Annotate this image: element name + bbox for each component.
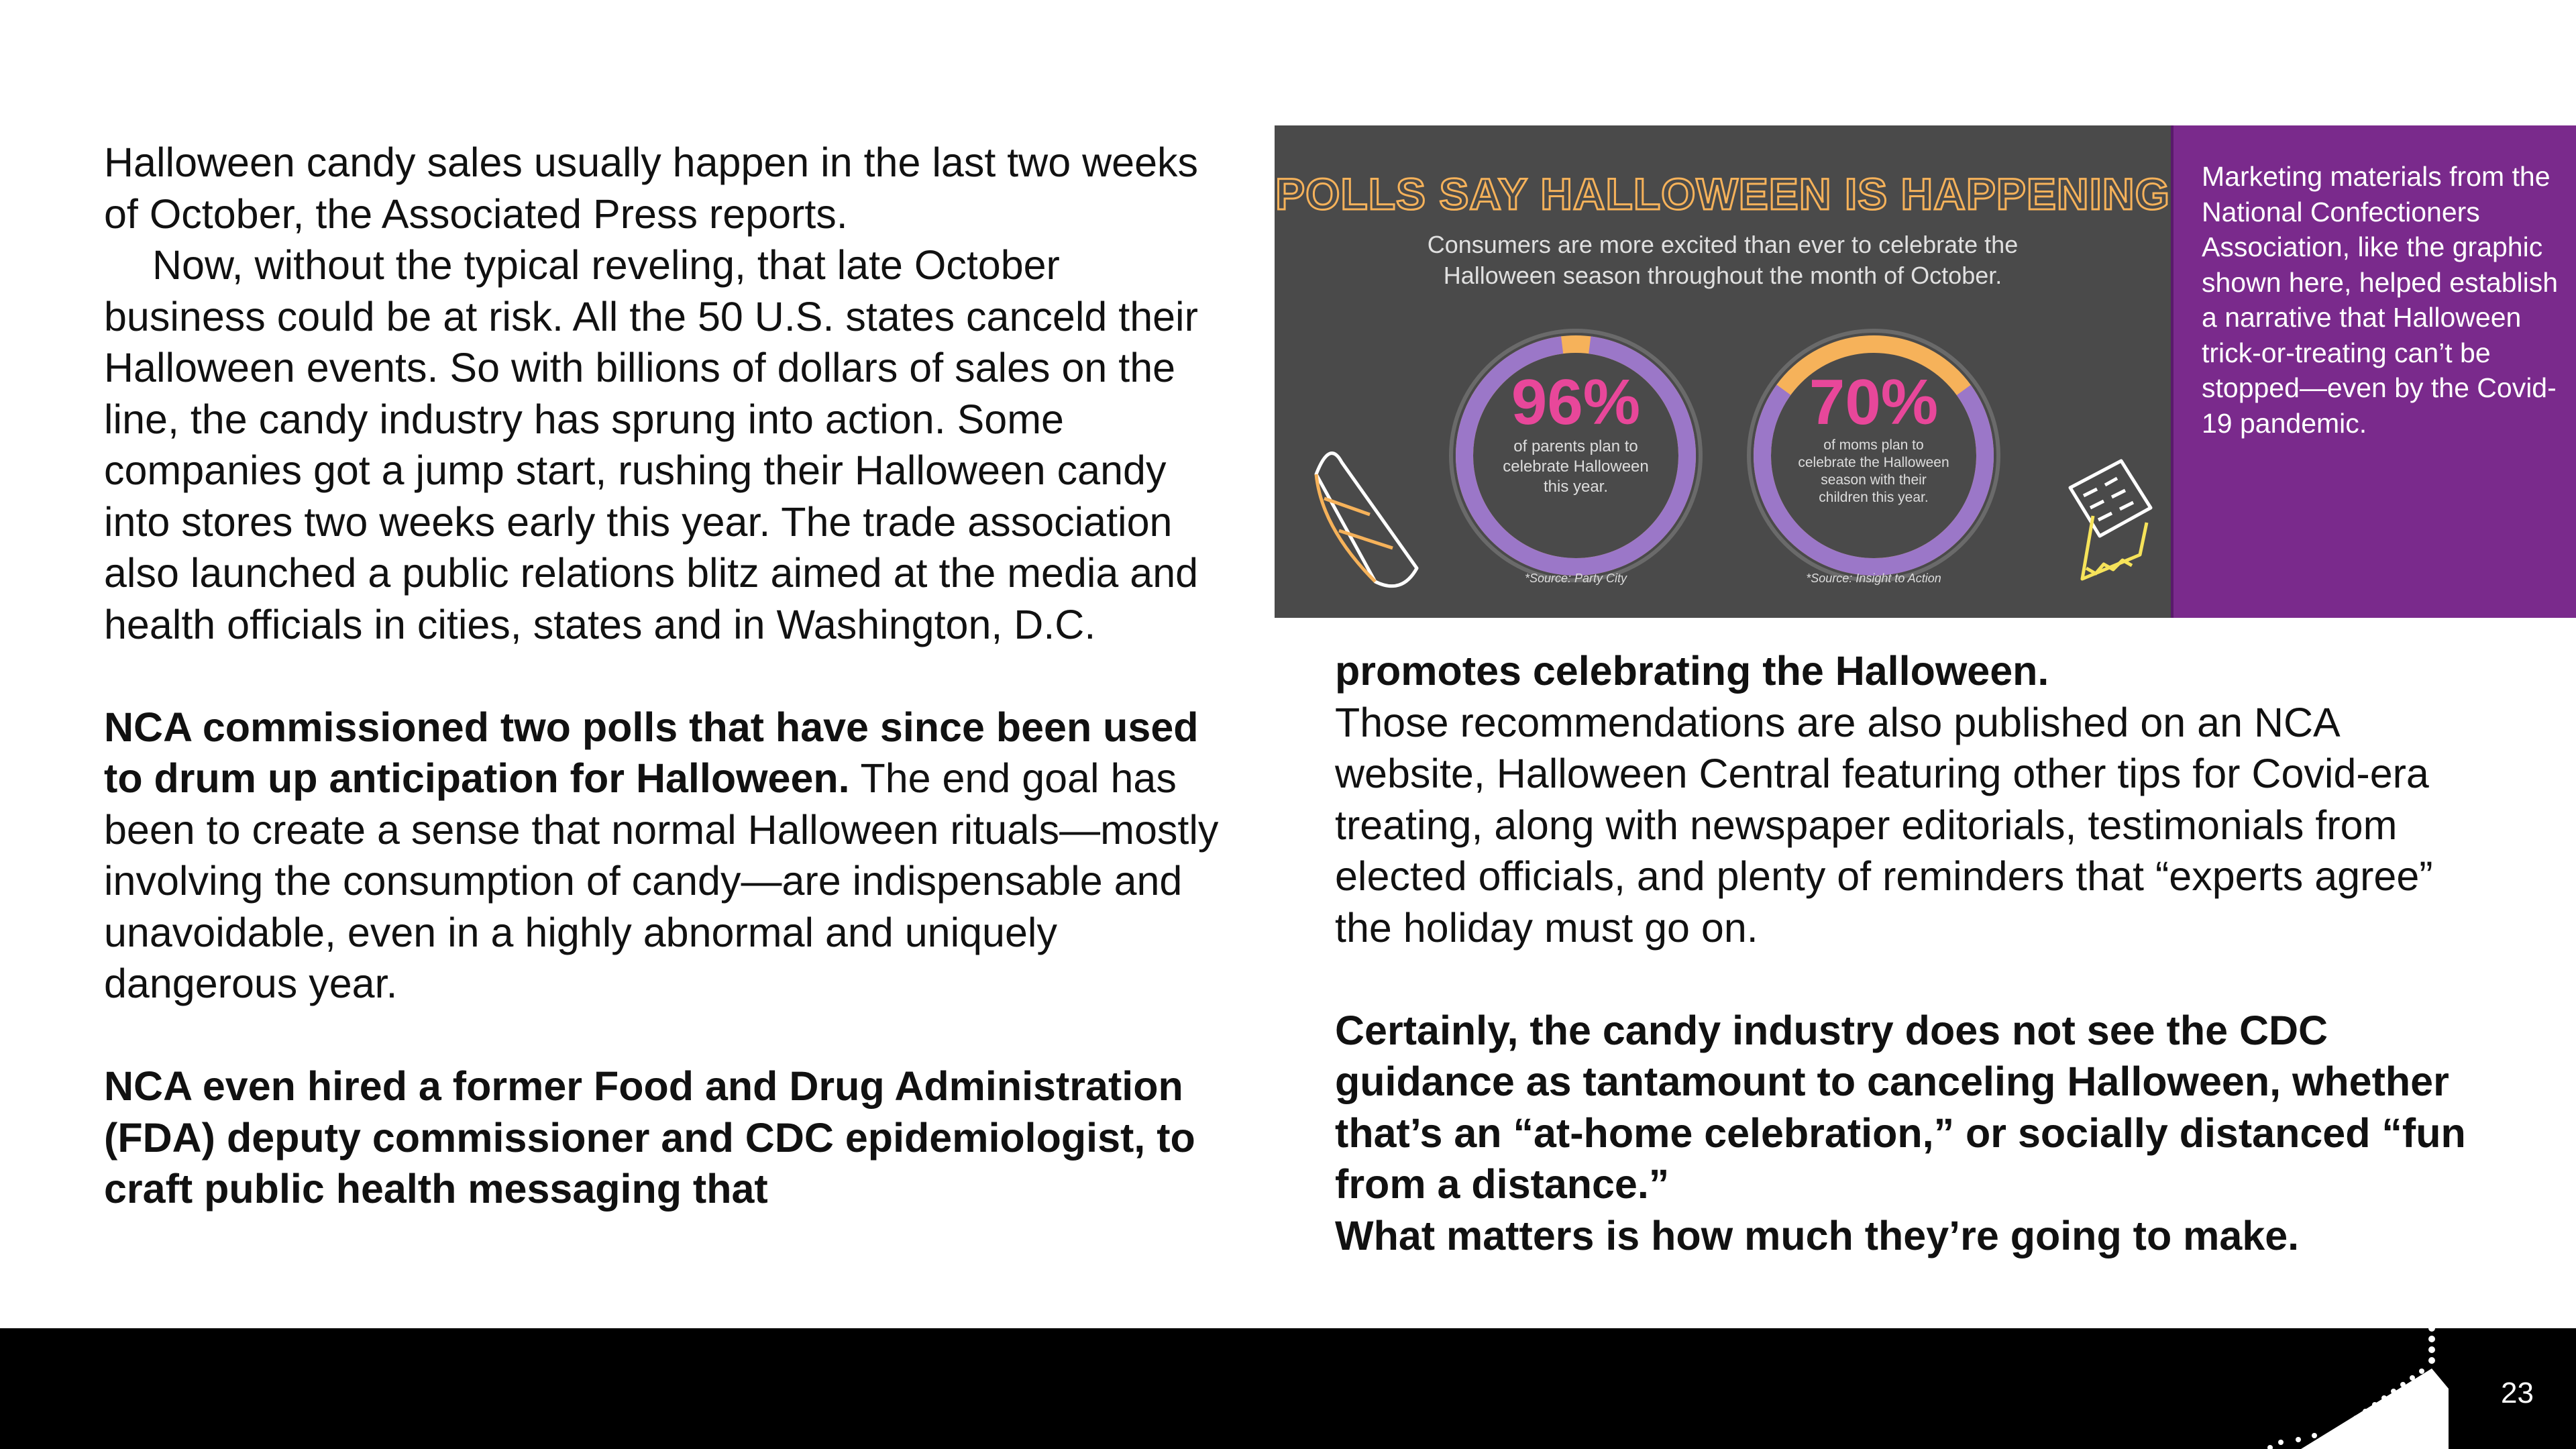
infographic-graphic (1275, 125, 2171, 618)
stat-description: celebrate Halloween (1503, 458, 1649, 476)
paragraph: Certainly, the candy industry does not see the CDC guidance as tantamount to canceling Halloween, whether that’s an “at-home celebration,” or socially distanced “fun from a distance.” (1335, 1007, 2466, 1207)
footer-bar (0, 1328, 2576, 1449)
candy-corn-icon (1316, 453, 1417, 586)
stat-value: 96% (1511, 366, 1641, 438)
paragraph: NCA commissioned two polls that have since been used to drum up anticipation for Halloween. The end goal has been to create a sense that normal Halloween rituals—mostly involving the consumption of candy—are indispensable and unavoidable, even in a highly abnormal and uniquely dangerous year. (104, 704, 1219, 1006)
infographic-subtitle: Consumers are more excited than ever to celebrate the (1427, 231, 2019, 258)
stat-description: this year. (1543, 478, 1609, 496)
stat-source: *Source: Insight to Action (1806, 572, 1941, 585)
left-text-column (104, 137, 1231, 1215)
infographic-subtitle: Halloween season throughout the month of October. (1443, 262, 2002, 289)
paragraph: promotes celebrating the Halloween. (1335, 648, 2049, 694)
paragraph: Now, without the typical reveling, that late October business could be at risk. All the 50 U.S. states canceld their Halloween events. So with billions of dollars of sales on the line, the candy industry has sprung into action. Some companies got a jump start, rushing their Halloween candy into stores two weeks early this year. The trade association also launched a public relations blitz aimed at the media and health officials in cities, states and in Washington, D.C. (104, 242, 1199, 647)
chocolate-bar-icon (2070, 461, 2151, 579)
paragraph: What matters is how much they’re going to make. (1335, 1212, 2300, 1258)
paragraph: Those recommendations are also published on an NCA website, Halloween Central featuring other tips for Covid-era treating, along with newspaper editorials, testimonials from elected officials, and plenty of reminders that “experts agree” the holiday must go on. (1335, 699, 2433, 951)
right-text-column (1335, 645, 2489, 1261)
stat-description: of parents plan to (1513, 437, 1638, 455)
halloween-poll-infographic (1275, 125, 2171, 618)
paragraph: NCA even hired a former Food and Drug Administration (FDA) deputy commissioner and CDC epidemiologist, to craft public health messaging that (104, 1063, 1195, 1212)
page-number: 23 (2501, 1377, 2534, 1409)
stat-ring-moms (1718, 300, 2029, 611)
stat-source: *Source: Party City (1524, 572, 1627, 585)
stat-value: 70% (1809, 366, 1939, 438)
paragraph: Halloween candy sales usually happen in the last two weeks of October, the Associated Press reports. (104, 140, 1199, 237)
stat-description: children this year. (1819, 490, 1929, 505)
stat-description: season with their (1821, 472, 1927, 488)
caption-box (2171, 125, 2576, 618)
stat-description: celebrate the Halloween (1798, 455, 1949, 470)
footer-decoration-icon (2234, 1315, 2449, 1449)
caption-text: Marketing materials from the National Confectioners Association, like the graphic shown here, helped establish a narrative that Halloween trick-or-treating can’t be stopped—even by the Covid-19 pandemic. (2202, 161, 2559, 439)
stat-description: of moms plan to (1823, 437, 1924, 453)
infographic-title: POLLS SAY HALLOWEEN IS HAPPENING (1275, 169, 2170, 219)
stat-ring-parents (1451, 331, 1701, 585)
